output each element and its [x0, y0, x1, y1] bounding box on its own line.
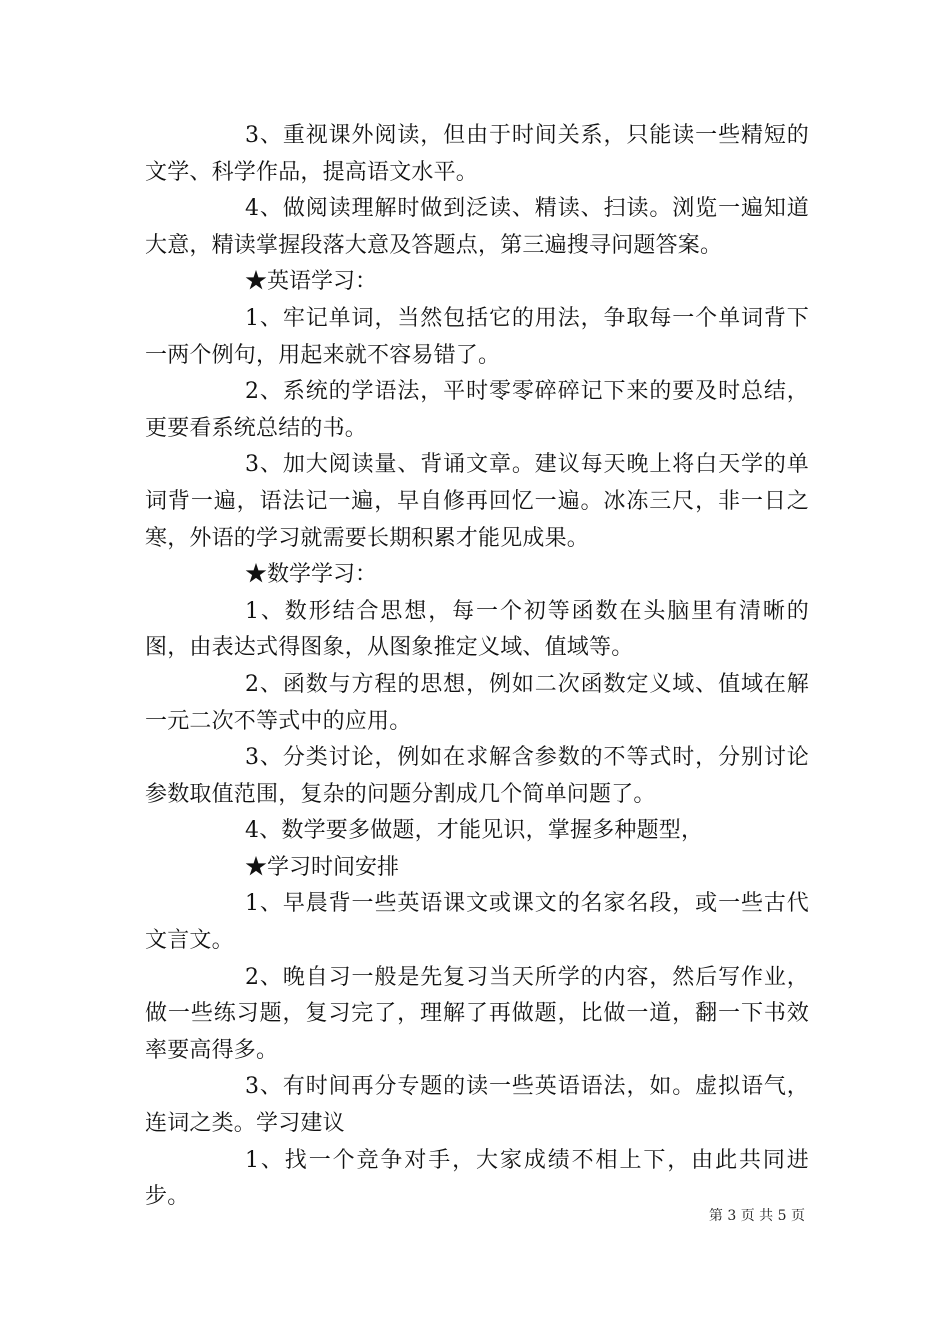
math-item-2: 2、函数与方程的思想，例如二次函数定义域、值域在解一元二次不等式中的应用。 [145, 671, 809, 734]
page-number-footer: 第 3 页 共 5 页 [708, 1208, 805, 1224]
math-item-3: 3、分类讨论，例如在求解含参数的不等式时，分别讨论参数取值范围，复杂的问题分割成几个简单问题了。 [145, 745, 809, 807]
english-item-3: 3、加大阅读量、背诵文章。建议每天晚上将白天学的单词背一遍，语法记一遍，早自修再回忆一遍。冰冻三尺，非一日之寒，外语的学习就需要长期积累才能见成果。 [145, 452, 809, 551]
english-item-1: 1、牢记单词，当然包括它的用法，争取每一个单词背下一两个例句，用起来就不容易错了。 [145, 305, 809, 368]
chinese-item-3: 3、重视课外阅读，但由于时间关系，只能读一些精短的文学、科学作品，提高语文水平。 [145, 123, 809, 185]
document-body [145, 118, 809, 1216]
english-section-heading: ★英语学习： [245, 269, 378, 295]
schedule-item-1: 1、早晨背一些英语课文或课文的名家名段，或一些古代文言文。 [145, 891, 809, 954]
english-item-2: 2、系统的学语法，平时零零碎碎记下来的要及时总结，更要看系统总结的书。 [145, 379, 809, 441]
advice-item-1: 1、找一个竞争对手，大家成绩不相上下，由此共同进步。 [145, 1147, 809, 1210]
schedule-section-heading: ★学习时间安排 [245, 854, 400, 880]
chinese-item-4: 4、做阅读理解时做到泛读、精读、扫读。浏览一遍知道大意，精读掌握段落大意及答题点，第三遍搜寻问题答案。 [145, 196, 809, 258]
math-item-1: 1、数形结合思想，每一个初等函数在头脑里有清晰的图，由表达式得图象，从图象推定义域、值域等。 [145, 598, 809, 661]
schedule-item-2: 2、晚自习一般是先复习当天所学的内容，然后写作业，做一些练习题，复习完了，理解了再做题，比做一道，翻一下书效率要高得多。 [145, 964, 809, 1063]
math-section-heading: ★数学学习： [245, 562, 378, 588]
math-item-4: 4、数学要多做题，才能见识，掌握多种题型， [245, 818, 704, 844]
schedule-item-3: 3、有时间再分专题的读一些英语语法，如。虚拟语气，连词之类。学习建议 [145, 1074, 809, 1137]
